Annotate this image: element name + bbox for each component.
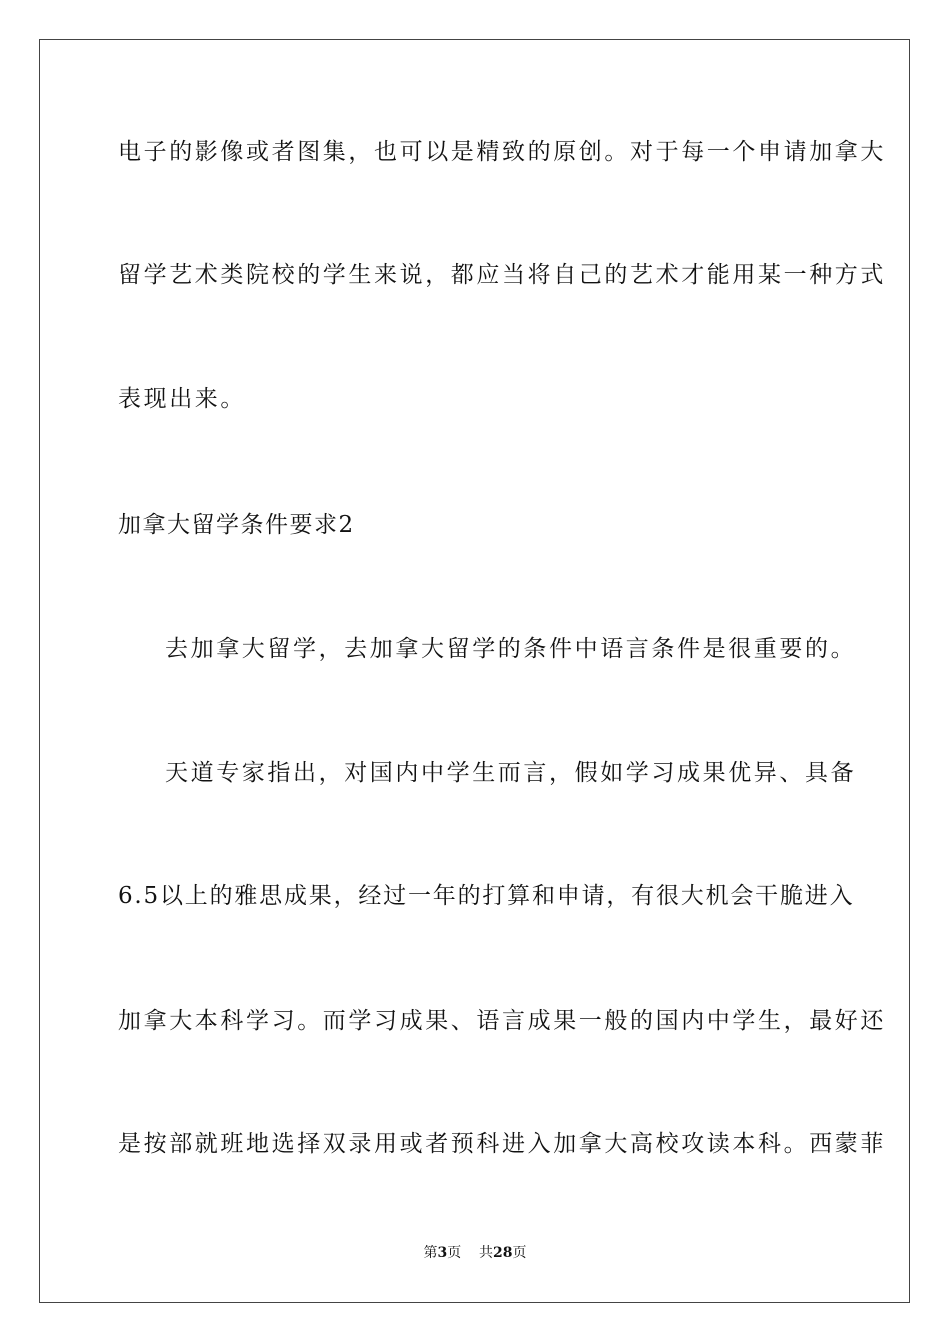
paragraph-2-line-3: 加拿大本科学习。而学习成果、语言成果一般的国内中学生，最好还: [118, 1008, 886, 1034]
body-line-3: 表现出来。: [118, 386, 246, 412]
page-footer: [0, 1244, 950, 1262]
section-heading: 加拿大留学条件要求2: [118, 512, 355, 538]
footer-total-prefix: 共: [479, 1245, 494, 1261]
body-line-1: 电子的影像或者图集，也可以是精致的原创。对于每一个申请加拿大: [118, 139, 886, 165]
footer-page-number: 3: [437, 1245, 448, 1261]
footer-total-pages: 28: [493, 1245, 513, 1261]
page-border: [39, 39, 910, 1303]
footer-total-suffix: 页: [512, 1245, 527, 1261]
body-line-2: 留学艺术类院校的学生来说，都应当将自己的艺术才能用某一种方式: [118, 262, 886, 288]
paragraph-1: 去加拿大留学，去加拿大留学的条件中语言条件是很重要的。: [165, 636, 857, 662]
footer-page-prefix: 第: [423, 1245, 438, 1261]
paragraph-2-line-1: 天道专家指出，对国内中学生而言，假如学习成果优异、具备: [165, 760, 857, 786]
paragraph-2-line-2: 6.5以上的雅思成果，经过一年的打算和申请，有很大机会干脆进入: [118, 883, 855, 909]
paragraph-2-line-4: 是按部就班地选择双录用或者预科进入加拿大高校攻读本科。西蒙菲: [118, 1131, 886, 1157]
footer-page-suffix: 页: [447, 1245, 462, 1261]
